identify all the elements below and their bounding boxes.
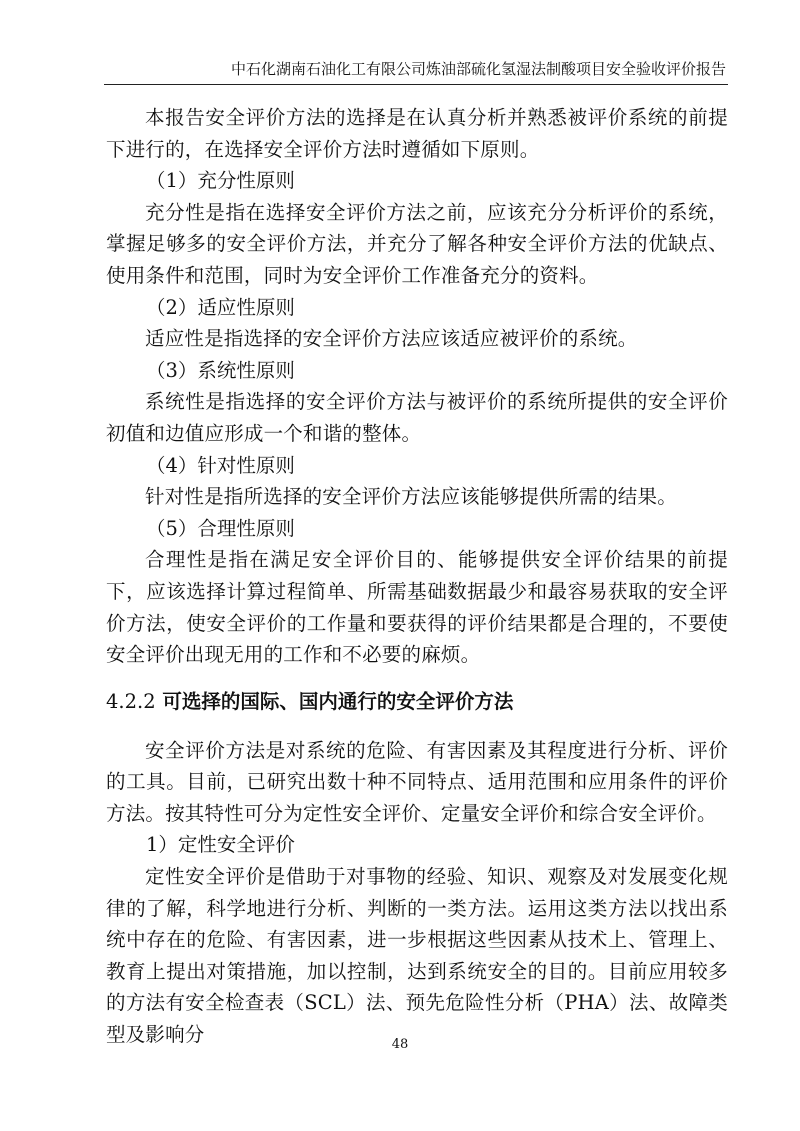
section-number: 4.2.2 bbox=[106, 689, 156, 713]
subsection-paragraph: 定性安全评价是借助于对事物的经验、知识、观察及对发展变化规律的了解，科学地进行分析、判断的一类方法。运用这类方法以找出系统中存在的危险、有害因素，进一步根据这些因素从技术上、管理上、教育上提出对策措施，加以控制，达到系统安全的目的。目前应用较多的方法有安全检查表（SCL）法、预先危险性分析（PHA）法、故障类型及影响分 bbox=[106, 865, 728, 1047]
section-title: 可选择的国际、国内通行的安全评价方法 bbox=[162, 689, 514, 713]
principle-5-title: （5）合理性原则 bbox=[146, 516, 295, 540]
principle-1-text: 充分性是指在选择安全评价方法之前，应该充分分析评价的系统，掌握足够多的安全评价方法，并充分了解各种安全评价方法的优缺点、使用条件和范围，同时为安全评价工作准备充分的资料。 bbox=[106, 200, 728, 287]
principle-3-text: 系统性是指选择的安全评价方法与被评价的系统所提供的安全评价初值和边值应形成一个和谐的整体。 bbox=[106, 390, 728, 445]
report-header-title: 中石化湖南石油化工有限公司炼油部硫化氢湿法制酸项目安全验收评价报告 bbox=[230, 60, 726, 78]
subsection-title: 1）定性安全评价 bbox=[146, 833, 295, 857]
section-heading bbox=[106, 685, 728, 719]
principle-2-text: 适应性是指选择的安全评价方法应该适应被评价的系统。 bbox=[145, 327, 638, 351]
intro-paragraph: 本报告安全评价方法的选择是在认真分析并熟悉被评价系统的前提下进行的，在选择安全评价方法时遵循如下原则。 bbox=[106, 106, 728, 161]
page-number: 48 bbox=[391, 1037, 409, 1052]
principle-1-title: （1）充分性原则 bbox=[146, 169, 295, 193]
principle-3-title: （3）系统性原则 bbox=[146, 358, 295, 382]
principle-4-text: 针对性是指所选择的安全评价方法应该能够提供所需的结果。 bbox=[145, 485, 677, 509]
section-intro-paragraph: 安全评价方法是对系统的危险、有害因素及其程度进行分析、评价的工具。目前，已研究出数十种不同特点、适用范围和应用条件的评价方法。按其特性可分为定性安全评价、定量安全评价和综合安全评价。 bbox=[106, 738, 728, 825]
header-divider bbox=[104, 84, 728, 85]
principle-5-text: 合理性是指在满足安全评价目的、能够提供安全评价结果的前提下，应该选择计算过程简单、所需基础数据最少和最容易获取的安全评价方法，使安全评价的工作量和要获得的评价结果都是合理的，不要使安全评价出现无用的工作和不必要的麻烦。 bbox=[106, 548, 728, 667]
principle-4-title: （4）针对性原则 bbox=[146, 453, 295, 477]
page-content bbox=[106, 102, 728, 1051]
principle-2-title: （2）适应性原则 bbox=[146, 295, 295, 319]
